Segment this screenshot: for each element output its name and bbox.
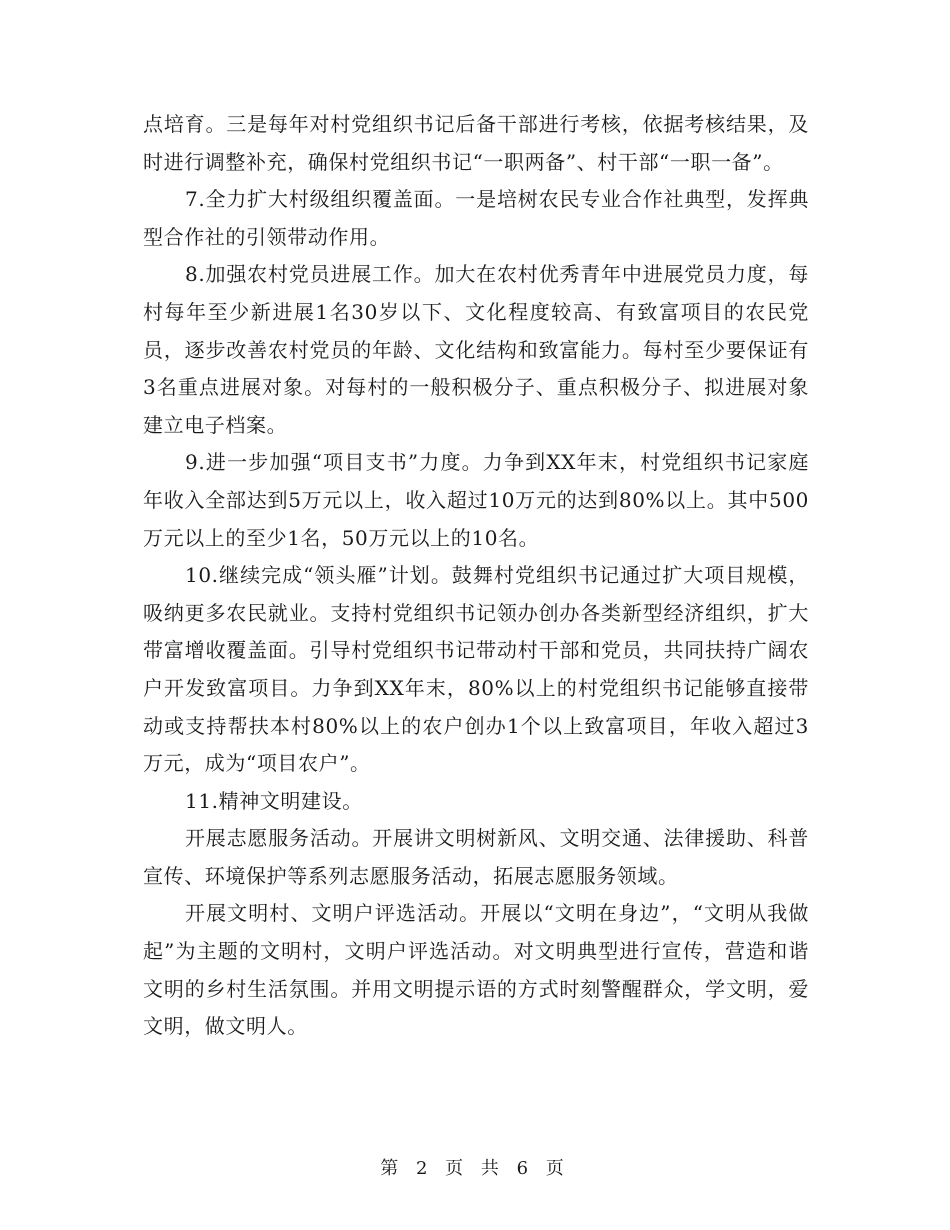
paragraph-continuation: 点培育。三是每年对村党组织书记后备干部进行考核，依据考核结果，及时进行调整补充，确保村党组织书记“一职两备”、村干部“一职一备”。 — [143, 112, 809, 174]
paragraph-volunteer-service: 开展志愿服务活动。开展讲文明树新风、文明交通、法律援助、科普宣传、环境保护等系列志愿服务活动，拓展志愿服务领域。 — [143, 826, 809, 888]
paragraph-item-8: 8.加强农村党员进展工作。加大在农村优秀青年中进展党员力度，每村每年至少新进展1名30岁以下、文化程度较高、有致富项目的农民党员，逐步改善农村党员的年龄、文化结构和致富能力。每村至少要保证有3名重点进展对象。对每村的一般积极分子、重点积极分子、拟进展对象建立电子档案。 — [143, 262, 809, 437]
paragraph-item-9: 9.进一步加强“项目支书”力度。力争到XX年末，村党组织书记家庭年收入全部达到5万元以上，收入超过10万元的达到80%以上。其中500万元以上的至少1名，50万元以上的10名。 — [143, 450, 809, 550]
document-body — [143, 106, 809, 1046]
paragraph-item-7: 7.全力扩大村级组织覆盖面。一是培树农民专业合作社典型，发挥典型合作社的引领带动作用。 — [143, 187, 809, 249]
paragraph-item-10: 10.继续完成“领头雁”计划。鼓舞村党组织书记通过扩大项目规模，吸纳更多农民就业。支持村党组织书记领办创办各类新型经济组织，扩大带富增收覆盖面。引导村党组织书记带动村干部和党员，共同扶持广阔农户开发致富项目。力争到XX年末，80%以上的村党组织书记能够直接带动或支持帮扶本村80%以上的农户创办1个以上致富项目，年收入超过3万元，成为“项目农户”。 — [143, 563, 809, 776]
paragraph-civilized-village: 开展文明村、文明户评选活动。开展以“文明在身边”，“文明从我做起”为主题的文明村，文明户评选活动。对文明典型进行宣传，营造和谐文明的乡村生活氛围。并用文明提示语的方式时刻警醒群众，学文明，爱文明，做文明人。 — [143, 901, 809, 1039]
page-number-footer: 第 2 页 共 6 页 — [380, 1158, 570, 1179]
paragraph-item-11: 11.精神文明建设。 — [185, 788, 363, 813]
